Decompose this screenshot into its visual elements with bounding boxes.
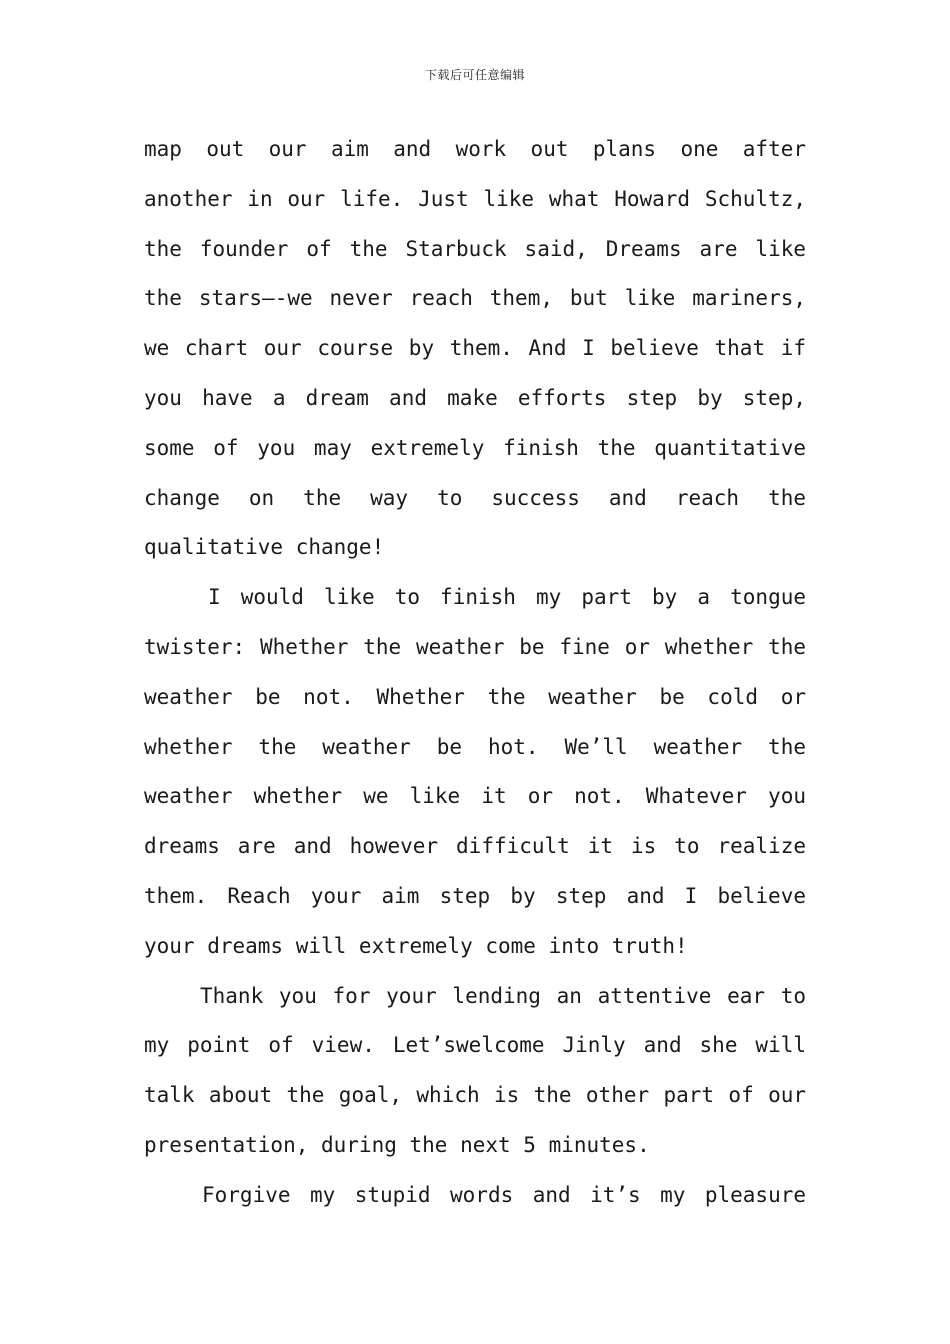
text-line: presentation, during the next 5 minutes.	[144, 1132, 650, 1157]
text-line: the stars—-we never reach them, but like mariners,	[144, 286, 806, 311]
text-line: talk about the goal, which is the other part of our	[144, 1083, 806, 1108]
text-line: we chart our course by them. And I believe that if	[144, 336, 806, 361]
text-line: weather be not. Whether the weather be cold or	[144, 684, 806, 709]
document-body	[144, 125, 806, 1221]
text-line: weather whether we like it or not. Whatever you	[144, 784, 806, 809]
text-line: you have a dream and make efforts step by step,	[144, 385, 806, 410]
text-line: change on the way to success and reach the	[144, 485, 806, 510]
text-line: qualitative change!	[144, 535, 385, 560]
text-line: dreams are and however difficult it is to realize	[144, 834, 806, 859]
text-line: them. Reach your aim step by step and I believe	[144, 883, 806, 908]
text-line: map out our aim and work out plans one after	[144, 137, 806, 161]
page-header: 下载后可任意编辑	[424, 68, 525, 82]
text-line: I would like to finish my part by a tongue	[208, 585, 806, 610]
text-line: Thank you for your lending an attentive ear to	[200, 983, 806, 1008]
text-line: Forgive my stupid words and it’s my pleasure	[202, 1182, 806, 1207]
paragraph-2	[144, 573, 806, 971]
text-line: another in our life. Just like what Howard Schultz,	[144, 186, 806, 211]
text-line: the founder of the Starbuck said, Dreams are like	[144, 236, 806, 261]
paragraph-4	[144, 1171, 806, 1221]
text-line: twister: Whether the weather be fine or whether the	[144, 634, 806, 659]
paragraph-3	[144, 972, 806, 1171]
paragraph-1	[144, 125, 806, 573]
text-line: my point of view. Let’swelcome Jinly and she will	[144, 1033, 806, 1058]
text-line: your dreams will extremely come into truth!	[144, 933, 688, 958]
text-line: some of you may extremely finish the quantitative	[144, 435, 806, 460]
text-line: whether the weather be hot. We’ll weather the	[144, 734, 806, 759]
